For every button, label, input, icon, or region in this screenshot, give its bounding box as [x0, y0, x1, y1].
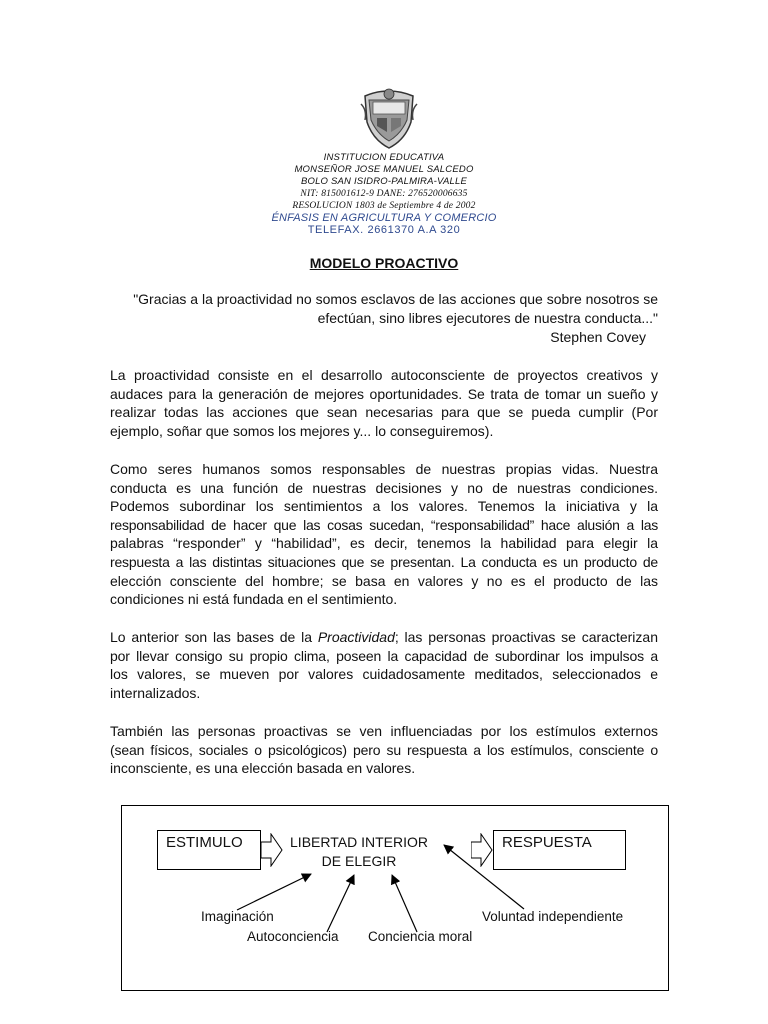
institution-location: BOLO SAN ISIDRO-PALMIRA-VALLE — [300, 176, 468, 187]
factor-moral-conscience: Conciencia moral — [368, 929, 473, 944]
arrow-self-awareness — [327, 875, 354, 932]
paragraph-line: Como seres humanos somos responsables de nuestras propias vidas. Nuestra — [110, 461, 658, 477]
arrow-imagination — [237, 874, 311, 910]
factor-arrows — [122, 806, 668, 990]
paragraph-line: por llevar consigo su propio clima, poseen la capacidad de subordinar los impulsos a — [110, 647, 658, 664]
paragraph-line: Podemos subordinar los sentimientos a los valores. Tenemos la iniciativa y la — [110, 498, 658, 515]
response-box: RESPUESTA — [493, 830, 626, 870]
paragraph-text: ; las personas proactivas se caracterizan — [394, 629, 658, 645]
paragraph-line: respuesta a las distintas situaciones que se presentan. La conducta es un producto de — [110, 553, 658, 570]
institution-header — [0, 152, 768, 236]
paragraph-line: condiciones ni está fundada en el sentimiento. — [110, 591, 398, 608]
paragraph-line: elección consciente del hombre; se basa en valores y no es el producto de las — [110, 572, 658, 589]
institution-resolution: RESOLUCION 1803 de Septiembre 4 de 2002 — [292, 201, 476, 211]
document-title: MODELO PROACTIVO — [309, 255, 459, 271]
institution-telefax: TELEFAX. 2661370 A.A 320 — [307, 224, 461, 236]
opening-quote — [110, 290, 658, 347]
paragraph-1 — [110, 366, 658, 440]
paragraph-line: los valores, se mueven por valores cuidadosamente meditados, seleccionados e — [110, 666, 658, 683]
institution-emphasis: ÉNFASIS EN AGRICULTURA Y COMERCIO — [271, 212, 497, 224]
quote-line-2: efectúan, sino libres ejecutores de nuestra conducta..." — [317, 310, 658, 326]
quote-author: Stephen Covey — [550, 329, 646, 345]
paragraph-line: palabras “responder” y “habilidad”, es decir, tenemos la habilidad para elegir la — [110, 535, 658, 552]
paragraph-line: ejemplo, soñar que somos los mejores y... lo conseguiremos). — [110, 422, 494, 439]
arrow-moral-conscience — [392, 875, 417, 932]
proactive-model-diagram — [121, 805, 669, 991]
paragraph-line: conducta es una función de nuestras decisiones y no de nuestras condiciones. — [110, 479, 658, 496]
paragraph-3 — [110, 628, 658, 702]
paragraph-line: realizar todas las acciones que sean necesarias para que se pueda cumplir (Por — [110, 404, 658, 421]
arrow-independent-will — [444, 845, 524, 909]
stimulus-box: ESTIMULO — [157, 830, 261, 870]
inner-freedom-line-1: LIBERTAD INTERIOR — [290, 834, 428, 850]
paragraph-line: También las personas proactivas se ven influenciadas por los estímulos externos — [110, 723, 658, 739]
school-crest-logo — [359, 86, 419, 150]
factor-independent-will: Voluntad independiente — [482, 909, 624, 924]
paragraph-line: responsabilidad de hacer que las cosas sucedan, “responsabilidad” hace alusión a las — [110, 516, 658, 533]
paragraph-line: La proactividad consiste en el desarrollo autoconsciente de proyectos creativos y — [110, 367, 658, 383]
paragraph-line: audaces para la generación de mejores oportunidades. Se trata de tomar un sueño y — [110, 385, 658, 402]
paragraph-4 — [110, 722, 658, 778]
paragraph-line: internalizados. — [110, 684, 201, 701]
paragraph-2 — [110, 460, 658, 609]
institution-nit-dane: NIT: 815001612-9 DANE: 276520006635 — [300, 189, 468, 199]
paragraph-line: (sean físicos, sociales o psicológicos) pero su respuesta a los estímulos, consciente o — [110, 741, 658, 758]
institution-name: MONSEÑOR JOSE MANUEL SALCEDO — [294, 164, 474, 175]
paragraph-text: Lo anterior son las bases de la — [110, 629, 318, 645]
factor-imagination: Imaginación — [201, 909, 274, 924]
paragraph-line: inconsciente, es una elección basada en valores. — [110, 760, 416, 777]
emphasis-proactividad: Proactividad — [317, 629, 395, 645]
factor-self-awareness: Autoconciencia — [247, 929, 339, 944]
institution-type: INSTITUCION EDUCATIVA — [323, 152, 445, 163]
inner-freedom-line-2: DE ELEGIR — [321, 853, 397, 869]
paragraph-line — [110, 628, 658, 647]
quote-line-1: "Gracias a la proactividad no somos esclavos de las acciones que sobre nosotros se — [133, 291, 658, 307]
